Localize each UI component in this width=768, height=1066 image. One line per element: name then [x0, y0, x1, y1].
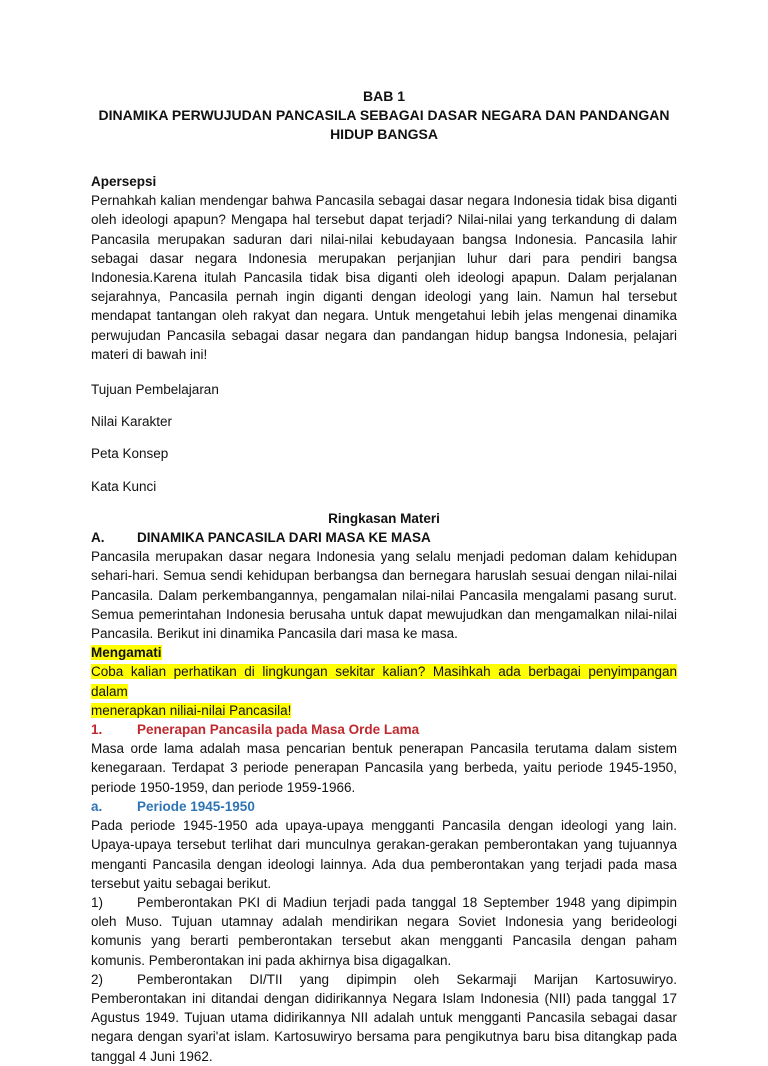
subsection-1-heading: [91, 720, 677, 739]
chapter-number: BAB 1: [362, 88, 405, 104]
mengamati-line-1: [91, 662, 677, 700]
section-a-title: DINAMIKA PANCASILA DARI MASA KE MASA: [137, 530, 431, 546]
point-1-number: 1): [91, 894, 104, 910]
point-1: [91, 893, 677, 970]
ringkasan-heading: Ringkasan Materi: [328, 510, 440, 526]
apersepsi-heading: Apersepsi: [91, 174, 157, 189]
mengamati-heading-text: Mengamati: [91, 645, 162, 661]
nilai-karakter-label: Nilai Karakter: [91, 414, 173, 430]
subsection-a-heading: [91, 797, 677, 816]
subsection-1-number: 1.: [91, 722, 103, 738]
chapter-title: [91, 87, 677, 144]
document-content: [91, 87, 677, 1066]
mengamati-line-1-text: Coba kalian perhatikan di lingkungan sekitar kalian? Masihkah ada berbagai penyimpangan dalam: [91, 664, 677, 699]
subsection-1-body: Masa orde lama adalah masa pencarian bentuk penerapan Pancasila terutama dalam sistem kenegaraan. Terdapat 3 periode penerapan Pancasila yang berbeda, yaitu periode 1945-1950, periode 1950-1959, dan periode 1959-1966.: [91, 741, 677, 795]
kata-kunci-label: Kata Kunci: [91, 478, 157, 494]
subsection-a-number: a.: [91, 798, 103, 814]
point-1-text: Pemberontakan PKI di Madiun terjadi pada tanggal 18 September 1948 yang dipimpin oleh Muso. Tujuan utamnay adalah mendirikan negara Soviet Indonesia yang berideologi komunis yang berarti pemberontakan tersebut akan mengganti Pancasila dengan paham komunis. Pemberontakan ini pada akhirnya bisa digagalkan.: [91, 894, 677, 968]
mengamati-line-2-text: menerapkan niliai-nilai Pancasila!: [91, 702, 292, 718]
mengamati-heading: [91, 643, 677, 662]
apersepsi-body: Pernahkah kalian mendengar bahwa Pancasila sebagai dasar negara Indonesia tidak bisa diganti oleh ideologi apapun? Mengapa hal tersebut dapat terjadi? Nilai-nilai yang terkandung di dalam Pancasila merupakan saduran dari nilai-nilai kebudayaan bangsa Indonesia. Pancasila lahir sebagai dasar negara Indonesia merupakan perjanjian luhur dari para pendiri bangsa Indonesia.Karena itulah Pancasila tidak bisa diganti oleh ideologi apapun. Dalam perjalanan sejarahnya, Pancasila pernah ingin diganti dengan ideologi yang lain. Namun hal tersebut mendapat tantangan oleh rakyat dan negara. Untuk mengetahui lebih jelas mengenai dinamika perwujudan Pancasila sebagai dasar negara dan pandangan hidup bangsa Indonesia, pelajari materi di bawah ini!: [91, 193, 677, 362]
mengamati-line-2: [91, 701, 677, 720]
section-a-number: A.: [91, 530, 105, 546]
peta-konsep-label: Peta Konsep: [91, 446, 169, 462]
point-2: [91, 970, 677, 1066]
section-a-intro: Pancasila merupakan dasar negara Indonesia yang selalu menjadi pedoman dalam kehidupan sehari-hari. Semua sendi kehidupan berbangsa dan bernegara haruslah sesuai dengan nilai-nilai Pancasila. Dalam perkembangannya, pengamalan nilai-nilai Pancasila mengalami pasang surut. Semua pemerintahan Indonesia berusaha untuk dapat mewujudkan dan mengamalkan nilai-nilai Pancasila. Berikut ini dinamika Pancasila dari masa ke masa.: [91, 549, 677, 642]
subsection-a-body: Pada periode 1945-1950 ada upaya-upaya mengganti Pancasila dengan ideologi yang lain. Upaya-upaya tersebut terlihat dari munculnya gerakan-gerakan pemberontakan yang tujuannya menganti Pancasila dengan ideologi lainnya. Ada dua pemberontakan yang terjadi pada masa tersebut yaitu sebagai berikut.: [91, 818, 677, 891]
subsection-1-title: Penerapan Pancasila pada Masa Orde Lama: [137, 722, 420, 738]
point-2-text: Pemberontakan DI/TII yang dipimpin oleh Sekarmaji Marijan Kartosuwiryo. Pemberontakan ini ditandai dengan didirikannya Negara Islam Indonesia (NII) pada tanggal 17 Agustus 1949. Tujuan utama didirikannya NII adalah untuk mengganti Pancasila sebagai dasar negara dengan syari'at islam. Kartosuwiryo bersama para pengikutnya baru bisa ditangkap pada tanggal 4 Juni 1962.: [91, 971, 677, 1064]
tujuan-pembelajaran-label: Tujuan Pembelajaran: [91, 382, 219, 398]
chapter-title-line-2: HIDUP BANGSA: [330, 126, 438, 142]
chapter-title-line-1: DINAMIKA PERWUJUDAN PANCASILA SEBAGAI DASAR NEGARA DAN PANDANGAN: [98, 107, 670, 123]
subsection-a-title: Periode 1945-1950: [137, 798, 255, 814]
point-2-number: 2): [91, 971, 104, 987]
section-a-heading: [91, 528, 677, 547]
